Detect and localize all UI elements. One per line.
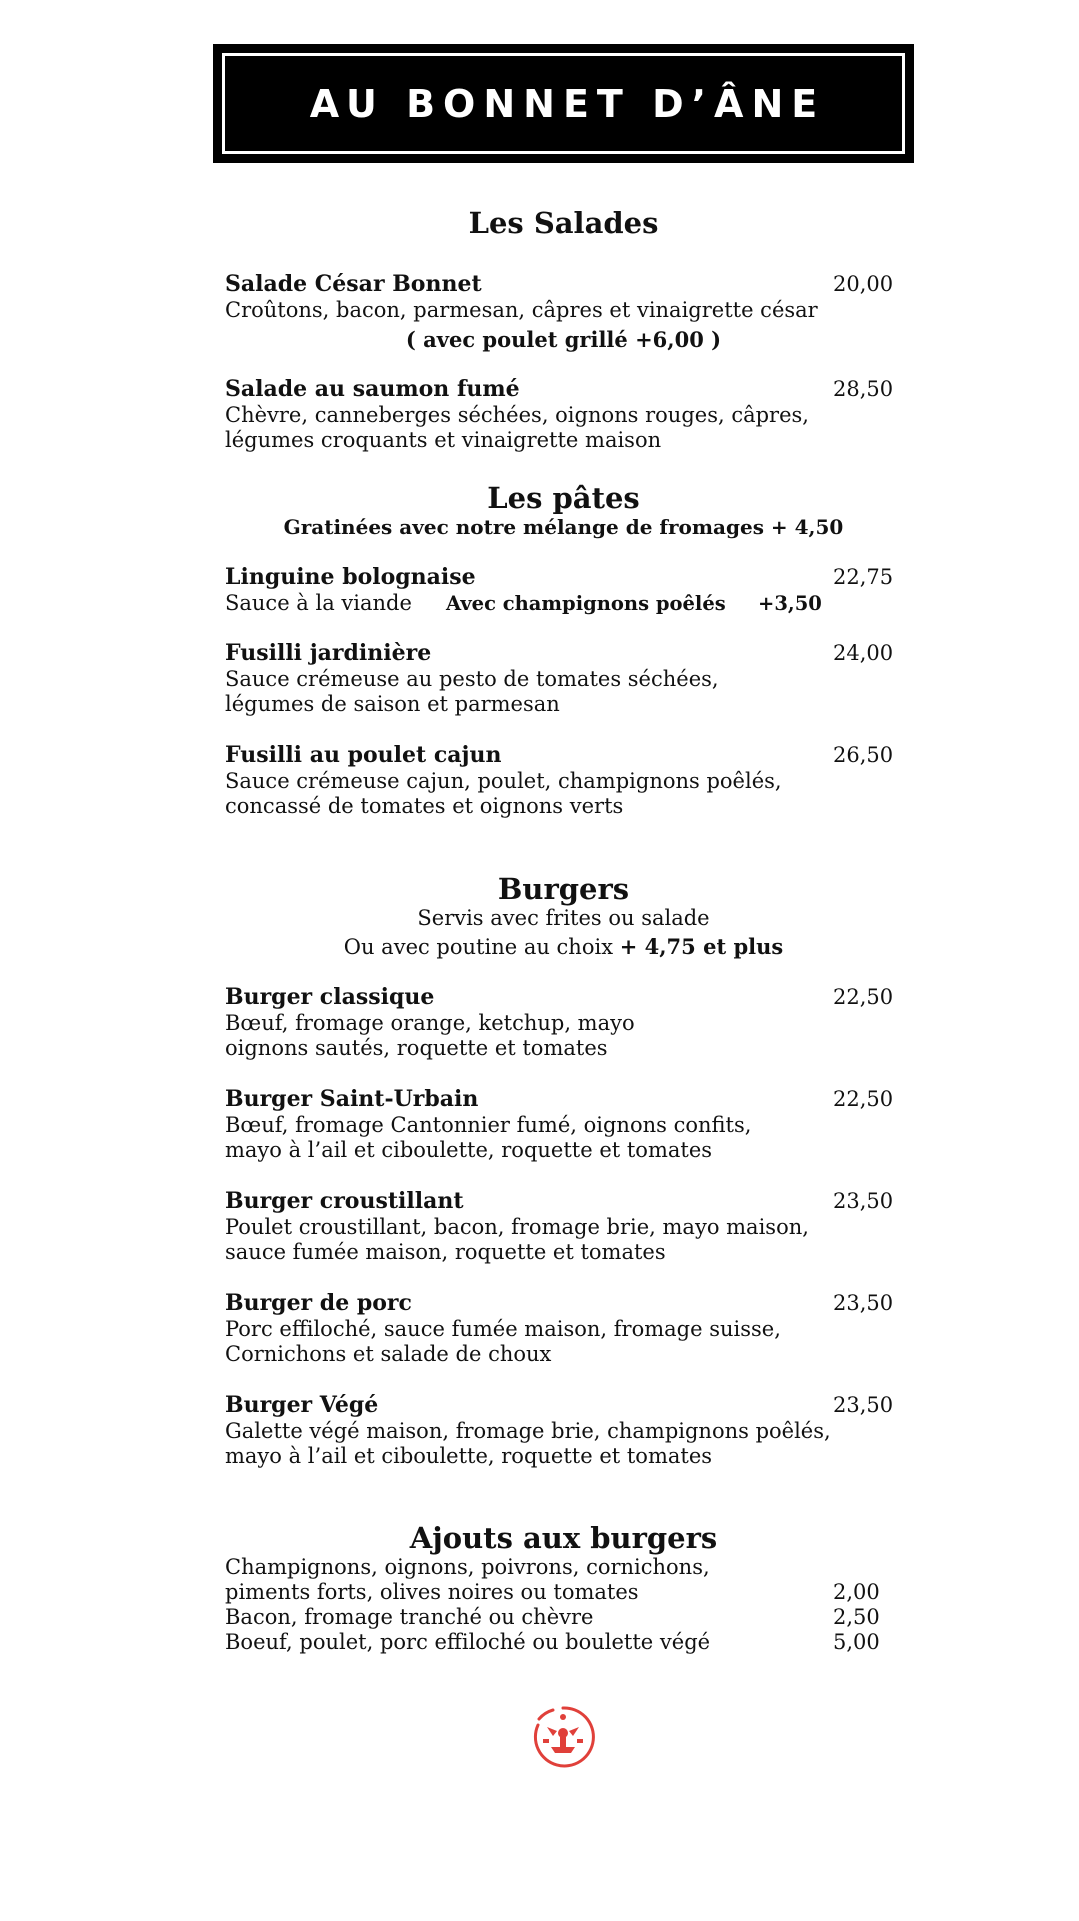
item-price: 22,50 xyxy=(833,1087,894,1111)
menu-item-burger-porc xyxy=(225,1291,895,1368)
addon-text: Champignons, oignons, poivrons, cornichons, xyxy=(225,1555,710,1579)
item-name: Fusilli jardinière xyxy=(225,640,432,666)
item-price: 28,50 xyxy=(833,377,894,401)
banner-frame xyxy=(222,53,905,154)
item-price: 26,50 xyxy=(833,743,894,767)
item-desc: légumes de saison et parmesan xyxy=(225,692,560,716)
addon-price: 2,00 xyxy=(833,1580,880,1604)
addon-line xyxy=(225,1555,895,1581)
item-desc: sauce fumée maison, roquette et tomates xyxy=(225,1240,666,1264)
poutine-text: Ou avec poutine au choix xyxy=(343,935,620,959)
addon-line xyxy=(225,1580,895,1606)
addon-line xyxy=(225,1630,895,1656)
menu-item-cesar xyxy=(225,272,895,323)
item-desc: Croûtons, bacon, parmesan, câpres et vinaigrette césar xyxy=(225,297,818,322)
addon-text: Boeuf, poulet, porc effiloché ou boulette végé xyxy=(225,1630,711,1654)
item-extra-label: Avec champignons poêlés xyxy=(446,592,726,615)
item-name: Burger croustillant xyxy=(225,1188,464,1214)
section-title-burgers: Burgers xyxy=(497,872,630,906)
item-desc: Chèvre, canneberges séchées, oignons rouges, câpres, xyxy=(225,402,809,427)
item-name: Salade au saumon fumé xyxy=(225,376,520,402)
item-desc: Porc effiloché, sauce fumée maison, fromage suisse, xyxy=(225,1316,781,1341)
item-desc: Poulet croustillant, bacon, fromage brie, mayo maison, xyxy=(225,1214,809,1239)
menu-item-saumon xyxy=(225,377,895,454)
item-desc: Cornichons et salade de choux xyxy=(225,1342,552,1366)
section-subtitle-pates: Gratinées avec notre mélange de fromages + 4,50 xyxy=(283,515,844,539)
item-price: 23,50 xyxy=(833,1189,894,1213)
item-name: Burger Saint-Urbain xyxy=(225,1086,479,1112)
item-price: 22,50 xyxy=(833,985,894,1009)
item-extra-poulet: ( avec poulet grillé +6,00 ) xyxy=(405,327,722,352)
restaurant-banner xyxy=(213,44,914,163)
item-desc: mayo à l’ail et ciboulette, roquette et tomates xyxy=(225,1444,713,1468)
item-price: 23,50 xyxy=(833,1393,894,1417)
item-name: Burger de porc xyxy=(225,1290,412,1316)
item-desc: Bœuf, fromage Cantonnier fumé, oignons confits, xyxy=(225,1112,752,1137)
item-price: 20,00 xyxy=(833,272,894,296)
item-desc: Sauce crémeuse au pesto de tomates séchées, xyxy=(225,666,719,691)
item-desc: Bœuf, fromage orange, ketchup, mayo xyxy=(225,1010,635,1035)
menu-item-burger-croustillant xyxy=(225,1189,895,1266)
menu-item-burger-vege xyxy=(225,1393,895,1470)
section-title-pates: Les pâtes xyxy=(487,481,640,515)
item-name: Fusilli au poulet cajun xyxy=(225,742,502,768)
addon-text: piments forts, olives noires ou tomates xyxy=(225,1580,639,1604)
item-desc: Sauce à la viande xyxy=(225,590,412,615)
addon-price: 2,50 xyxy=(833,1605,880,1629)
menu-item-fusilli-cajun xyxy=(225,743,895,820)
item-name: Burger Végé xyxy=(225,1392,379,1418)
item-desc: Galette végé maison, fromage brie, champignons poêlés, xyxy=(225,1418,831,1443)
section-subtitle-burgers-2 xyxy=(213,933,914,961)
addon-line xyxy=(225,1605,895,1631)
addon-text: Bacon, fromage tranché ou chèvre xyxy=(225,1605,594,1629)
restaurant-seal-icon xyxy=(529,1703,597,1771)
item-price: 23,50 xyxy=(833,1291,894,1315)
section-subtitle-burgers-1: Servis avec frites ou salade xyxy=(417,906,710,930)
item-price: 22,75 xyxy=(833,565,894,589)
item-name: Burger classique xyxy=(225,984,435,1010)
restaurant-name: AU BONNET D’ÂNE xyxy=(309,81,826,126)
menu-item-fusilli-jardiniere xyxy=(225,641,895,718)
menu-item-linguine xyxy=(225,565,895,616)
menu-item-burger-saint-urbain xyxy=(225,1087,895,1164)
section-title-ajouts: Ajouts aux burgers xyxy=(409,1521,718,1555)
poutine-price: + 4,75 et plus xyxy=(619,934,784,959)
item-desc: concassé de tomates et oignons verts xyxy=(225,794,624,818)
menu-item-burger-classique xyxy=(225,985,895,1062)
item-name: Salade César Bonnet xyxy=(225,271,482,297)
item-extra-price: +3,50 xyxy=(758,592,822,615)
item-price: 24,00 xyxy=(833,641,894,665)
item-desc: oignons sautés, roquette et tomates xyxy=(225,1036,608,1060)
item-name: Linguine bolognaise xyxy=(225,564,476,590)
item-desc: légumes croquants et vinaigrette maison xyxy=(225,428,662,452)
item-desc: Sauce crémeuse cajun, poulet, champignons poêlés, xyxy=(225,768,782,793)
section-title-salades: Les Salades xyxy=(468,206,659,240)
item-desc: mayo à l’ail et ciboulette, roquette et tomates xyxy=(225,1138,713,1162)
addon-price: 5,00 xyxy=(833,1630,880,1654)
